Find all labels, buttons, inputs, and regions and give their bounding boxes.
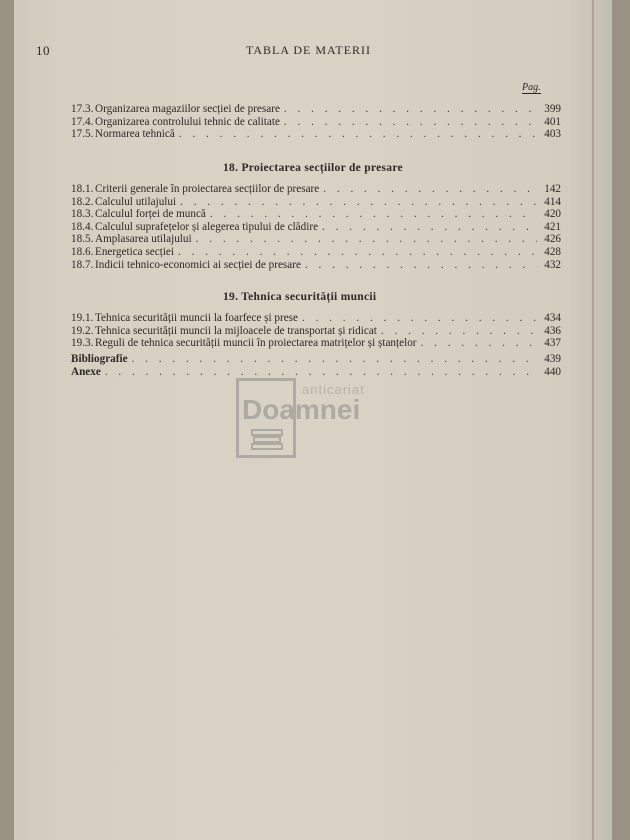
leader-dots [284, 103, 537, 116]
entry-page: 434 [544, 312, 561, 324]
entry-page: 403 [544, 128, 561, 141]
toc-entry[interactable] [71, 103, 561, 116]
entry-title: Normarea tehnică [95, 128, 175, 141]
entry-title: Energetica secției [95, 245, 174, 258]
watermark-logo [236, 378, 416, 460]
leader-dots [196, 233, 537, 246]
entry-number: 19.2. [71, 324, 94, 337]
leader-dots [210, 208, 537, 221]
toc-entry[interactable] [71, 337, 561, 350]
section-heading-19: 19. Tehnica securității muncii [223, 291, 377, 303]
leader-dots [132, 353, 537, 366]
toc-entry[interactable] [71, 325, 561, 338]
entry-number: 17.4. [71, 115, 94, 128]
leader-dots [180, 196, 537, 209]
toc-entry-annexes[interactable] [71, 366, 561, 379]
book-stack-icon [250, 428, 284, 450]
toc-group-19 [71, 312, 561, 350]
entry-title: Tehnica securității muncii la mijloacele de transportat și ridicat [95, 324, 377, 337]
toc-group-18 [71, 183, 561, 271]
toc-entry[interactable] [71, 246, 561, 259]
entry-page: 399 [544, 103, 561, 115]
toc-entry[interactable] [71, 312, 561, 325]
entry-page: 440 [544, 365, 561, 378]
entry-number: 18.4. [71, 220, 94, 233]
toc-entry[interactable] [71, 116, 561, 129]
toc-entry[interactable] [71, 128, 561, 141]
entry-number: 18.2. [71, 195, 94, 208]
book-page [14, 0, 612, 840]
entry-page: 142 [544, 183, 561, 195]
page-gutter-line [592, 0, 594, 840]
entry-title: Indicii tehnico-economici ai secției de presare [95, 258, 301, 271]
section-heading-18: 18. Proiectarea secțiilor de presare [223, 162, 403, 174]
entry-page: 421 [544, 220, 561, 233]
watermark-top-text: anticariat [302, 382, 365, 397]
entry-title: Calculul utilajului [95, 195, 177, 208]
entry-page: 428 [544, 245, 561, 258]
page-column-label: Pag. [522, 82, 541, 93]
entry-number: 17.5. [71, 128, 94, 141]
leader-dots [178, 246, 537, 259]
entry-number: 19.1. [71, 312, 94, 324]
entry-number: 17.3. [71, 103, 94, 115]
toc-entry[interactable] [71, 259, 561, 272]
entry-number: 18.7. [71, 258, 94, 271]
entry-page: 426 [544, 233, 561, 246]
entry-page: 414 [544, 195, 561, 208]
leader-dots [323, 183, 537, 196]
toc-entry[interactable] [71, 221, 561, 234]
leader-dots [322, 221, 537, 234]
toc-entry[interactable] [71, 183, 561, 196]
entry-number: 18.3. [71, 208, 94, 221]
entry-page: 439 [544, 353, 561, 365]
entry-title: Organizarea controlului tehnic de calitate [95, 115, 280, 128]
leader-dots [284, 116, 537, 129]
leader-dots [105, 366, 537, 379]
leader-dots [305, 259, 537, 272]
entry-title: Reguli de tehnica securității muncii în proiectarea matrițelor și ștanțelor [95, 337, 417, 350]
entry-title: Organizarea magaziilor secției de presare [95, 103, 280, 115]
entry-title: Calculul forței de muncă [95, 208, 206, 221]
entry-title: Bibliografie [71, 353, 128, 365]
entry-page: 420 [544, 208, 561, 221]
entry-number: 19.3. [71, 337, 94, 350]
toc-back-matter [71, 353, 561, 378]
entry-page: 436 [544, 324, 561, 337]
entry-page: 437 [544, 337, 561, 350]
entry-number: 18.6. [71, 245, 94, 258]
entry-title: Amplasarea utilajului [95, 233, 192, 246]
toc-entry[interactable] [71, 208, 561, 221]
running-title: TABLA DE MATERII [246, 43, 372, 57]
entry-title: Tehnica securității muncii la foarfece și prese [95, 312, 298, 324]
leader-dots [302, 312, 537, 325]
entry-page: 401 [544, 115, 561, 128]
entry-number: 18.1. [71, 183, 94, 195]
toc-group-17 [71, 103, 561, 141]
leader-dots [381, 325, 537, 338]
entry-title: Anexe [71, 365, 101, 378]
entry-page: 432 [544, 258, 561, 271]
toc-entry[interactable] [71, 196, 561, 209]
watermark-main-text: Doamnei [242, 394, 361, 425]
entry-title: Criterii generale în proiectarea secțiilor de presare [95, 183, 320, 195]
leader-dots [421, 337, 537, 350]
page-number: 10 [36, 43, 50, 58]
entry-number: 18.5. [71, 233, 94, 246]
toc-entry[interactable] [71, 233, 561, 246]
entry-title: Calculul suprafețelor și alegerea tipului de clădire [95, 220, 319, 233]
leader-dots [179, 128, 537, 141]
toc-entry-bibliography[interactable] [71, 353, 561, 366]
